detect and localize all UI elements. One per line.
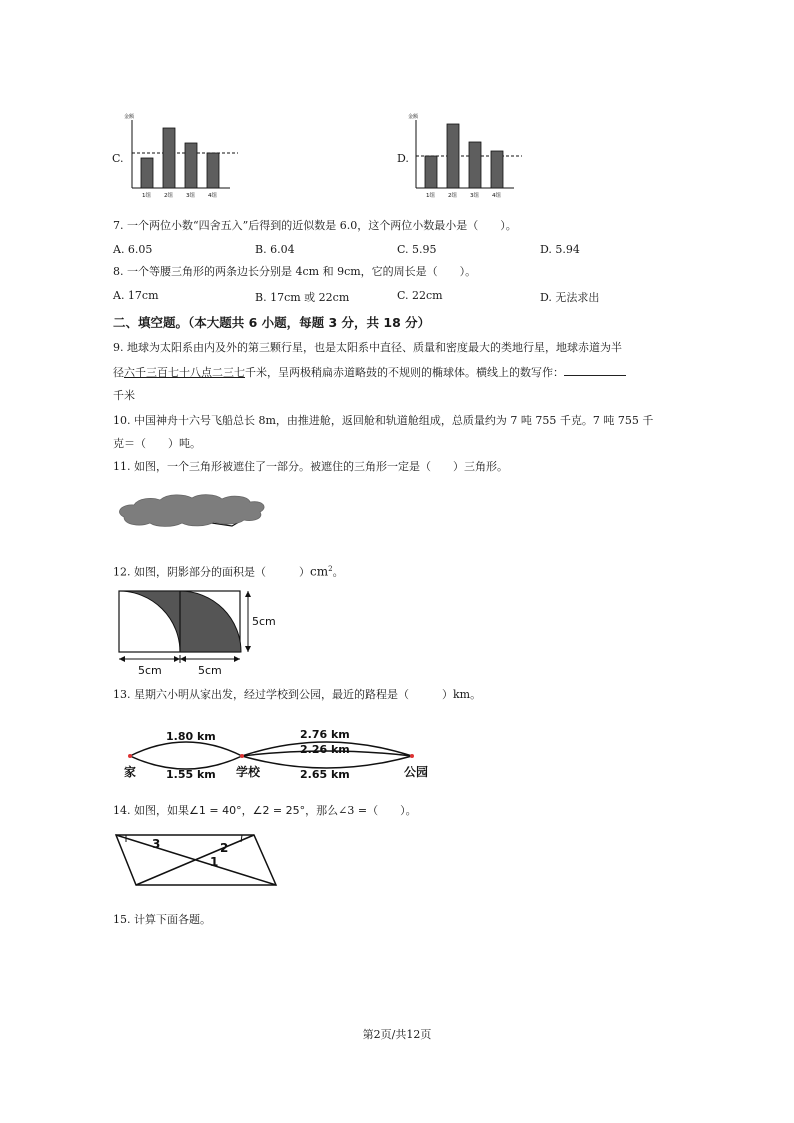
question-11-text: 11. 如图，一个三角形被遮住了一部分。被遮住的三角形一定是（ ）三角形。 [113, 460, 508, 473]
option-d-bar-chart [406, 108, 526, 206]
q9-underlined-number: 六千三百七十八点二三七 [124, 366, 245, 379]
option-c-bar-chart [122, 108, 242, 206]
place-school-label: 学校 [236, 765, 261, 779]
question-12-text [113, 561, 344, 581]
q9-answer-blank[interactable] [564, 364, 626, 376]
q8-option-c: C. 22cm [397, 289, 443, 302]
route-label-home-school-top: 1.80 km [166, 730, 216, 743]
chart-c-bar-1 [141, 158, 153, 188]
q14-angle-2: ∠2 = 25° [252, 804, 306, 817]
q8-option-d: D. 无法求出 [540, 291, 600, 304]
q14-text-end: ，那么∠3 =（ ）。 [305, 804, 417, 817]
chart-d-bar-2 [447, 124, 459, 188]
chart-c-x-tick-3: 3组 [186, 193, 195, 199]
chart-c-bar-4 [207, 153, 219, 188]
place-home-label: 家 [124, 765, 137, 779]
q12-height-label: 5cm [252, 615, 276, 628]
question-10-line-2: 克＝（ ）吨。 [113, 437, 201, 450]
chart-d-y-axis-label: 金额 [408, 114, 419, 120]
q12-unit-exponent: 2 [328, 565, 333, 573]
chart-c-x-tick-1: 1组 [142, 193, 151, 199]
question-9-line-3: 千米 [113, 389, 135, 402]
q12-text-end: 。 [332, 565, 344, 579]
q14-parallelogram-figure [112, 830, 278, 890]
q7-option-c: C. 5.95 [397, 243, 437, 256]
option-d-label: D. [397, 152, 409, 165]
chart-d-bar-4 [491, 151, 503, 188]
option-c-label: C. [112, 152, 124, 165]
question-9-line-2 [113, 364, 626, 381]
cloud-shape [119, 495, 264, 527]
q9-suffix: 千米，呈两极稍扁赤道略鼓的不规则的椭球体。横线上的数写作： [245, 366, 564, 379]
chart-d-bar-1 [425, 156, 437, 188]
angle-2-label: 2 [220, 841, 229, 855]
q11-covered-triangle-figure [114, 490, 270, 530]
q12-width-label-2: 5cm [198, 664, 222, 677]
q9-prefix: 径 [113, 366, 124, 379]
q14-text-start: 14. 如图，如果 [113, 804, 189, 817]
q12-shaded-area-figure [112, 585, 284, 677]
angle-3-label: 3 [152, 837, 161, 851]
chart-c-bar-2 [163, 128, 175, 188]
q14-angle-1: ∠1 = 40° [189, 804, 242, 817]
q8-option-b: B. 17cm 或 22cm [255, 291, 350, 304]
route-label-home-school-bottom: 1.55 km [166, 768, 216, 781]
question-10-line-1: 10. 中国神舟十六号飞船总长 8m，由推进舱，返回舱和轨道舱组成，总质量约为 7 吨 755 千克。7 吨 755 千 [113, 414, 654, 427]
route-label-school-park-bottom: 2.65 km [300, 768, 350, 781]
chart-c-x-tick-2: 2组 [164, 193, 173, 199]
chart-d-x-tick-1: 1组 [426, 193, 435, 199]
q14-separator: ， [241, 804, 253, 817]
q13-route-map-figure [116, 722, 428, 784]
chart-d-x-tick-3: 3组 [470, 193, 479, 199]
chart-d-x-tick-4: 4组 [492, 193, 501, 199]
q12-unit: cm [310, 564, 329, 579]
question-15-text: 15. 计算下面各题。 [113, 913, 211, 926]
q8-option-a: A. 17cm [113, 289, 159, 302]
chart-d-bar-3 [469, 142, 481, 188]
q7-option-d: D. 5.94 [540, 243, 580, 256]
question-13-text: 13. 星期六小明从家出发，经过学校到公园，最近的路程是（ ）km。 [113, 688, 482, 701]
route-label-school-park-top: 2.76 km [300, 728, 350, 741]
question-8-text: 8. 一个等腰三角形的两条边长分别是 4cm 和 9cm，它的周长是（ ）。 [113, 265, 477, 278]
route-label-school-park-middle: 2.26 km [300, 743, 350, 756]
angle-1-label: 1 [210, 855, 219, 869]
chart-c-x-tick-4: 4组 [208, 193, 217, 199]
chart-d-x-tick-2: 2组 [448, 193, 457, 199]
q7-option-b: B. 6.04 [255, 243, 295, 256]
section-2-title: 二、填空题。（本大题共 6 小题，每题 3 分，共 18 分） [113, 315, 431, 330]
question-9-line-1: 9. 地球为太阳系由内及外的第三颗行星，也是太阳系中直径、质量和密度最大的类地行星，地球赤道为半 [113, 341, 622, 354]
q12-text: 12. 如图，阴影部分的面积是（ ） [113, 565, 310, 579]
question-14-text [113, 803, 417, 819]
question-7-text: 7. 一个两位小数“四舍五入”后得到的近似数是 6.0，这个两位小数最小是（ ）。 [113, 219, 517, 232]
chart-c-bar-3 [185, 143, 197, 188]
q12-width-label-1: 5cm [138, 664, 162, 677]
chart-c-y-axis-label: 金额 [124, 114, 135, 120]
q7-option-a: A. 6.05 [113, 243, 153, 256]
place-park-label: 公园 [404, 765, 428, 779]
page-footer: 第2页/共12页 [362, 1028, 432, 1041]
